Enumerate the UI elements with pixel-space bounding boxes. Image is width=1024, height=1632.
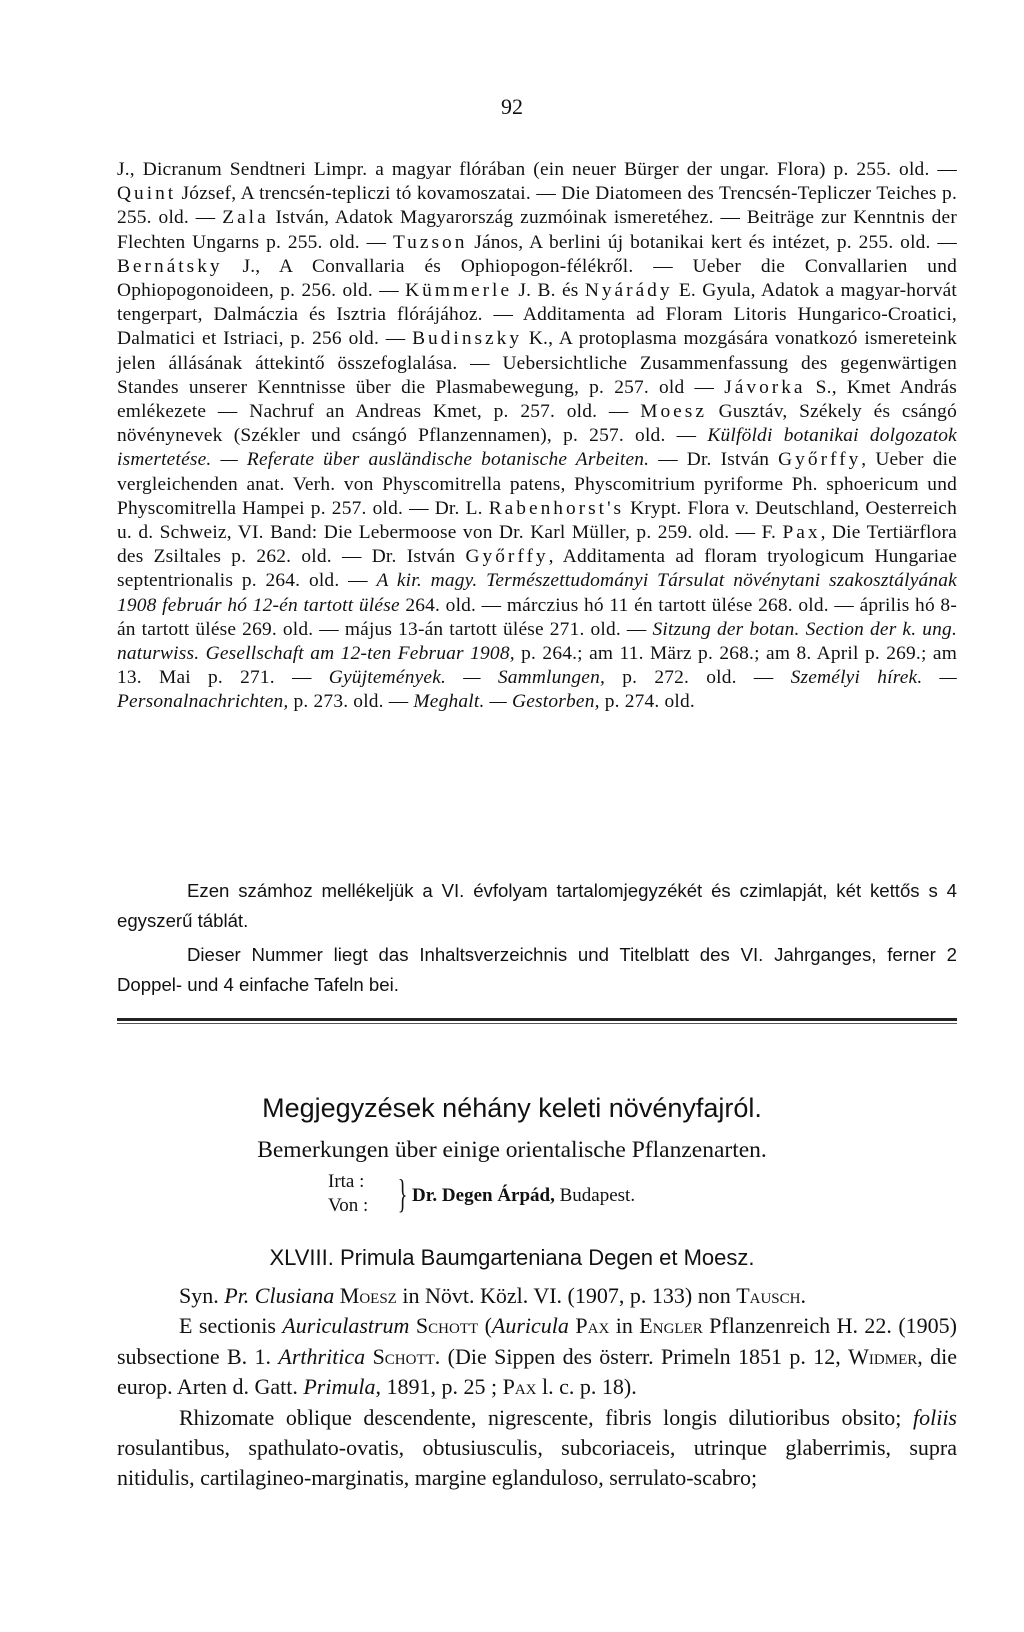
ref-author: Pax [782, 522, 821, 544]
ref-text: János, A berlini új botanikai kert és intézet, p. 255. old. — [467, 231, 957, 253]
ref-author: Tuzson [392, 231, 468, 253]
brace-icon: } [397, 1171, 408, 1216]
body-text [365, 1344, 372, 1369]
taxon-name: Auricula [491, 1313, 569, 1339]
article-title-german: Bemerkungen über einige orientalische Pflanzenarten. [257, 1137, 767, 1163]
body-text: Pflanzenreich H. 22. (1905) subsectione B. 1. [117, 1313, 957, 1369]
ref-section-title: Meghalt. — Gestorben, [413, 691, 600, 713]
ref-author: Nyárády [584, 280, 673, 302]
notice-hungarian: Ezen számhoz mellékeljük a VI. évfolyam tartalomjegyzékét és czimlapját, két kettős s 4 egyszerű táblát. [117, 880, 957, 931]
taxon-name: Auriculastrum [282, 1313, 410, 1339]
author-abbrev: Schott [415, 1313, 479, 1339]
author-labels [328, 1170, 368, 1218]
ref-author: Quint [117, 183, 177, 205]
ref-author: Kümmerle [405, 280, 513, 302]
ref-author: Bernátsky [117, 255, 223, 277]
emphasis-term: foliis [912, 1404, 957, 1430]
ref-section-title: Gyüjtemények. — Sammlungen, [328, 667, 606, 689]
ref-text: , Additamenta ad floram tryologicum Hungariae septentrionalis p. 264. old. — [117, 546, 957, 592]
author-abbrev: Pax [502, 1374, 537, 1400]
author-line [328, 1170, 788, 1230]
section-divider-thin [117, 1023, 957, 1024]
ref-section-title: Személyi hírek. — Personalnachrichten, [117, 667, 957, 713]
ref-section-title: Sitzung der botan. Section der k. ung. naturwiss. Gesellschaft am 12-ten Februar 1908, [117, 618, 958, 665]
body-text: Rhizomate oblique descendente, nigrescente, fibris longis dilutioribus obsito; [179, 1404, 913, 1430]
synonym-paragraph [117, 1281, 957, 1311]
section-paragraph [117, 1311, 957, 1402]
article-body [117, 1281, 957, 1494]
author-name [412, 1185, 635, 1207]
ref-text: József, A trencsén-tepliczi tó kovamoszatai. — Die Diatomeen des Trencsén-Tepliczer Teiches p. 255. old. — [117, 183, 957, 229]
ref-section-title: A kir. magy. Természettudományi Társulat növénytani szakosztályának 1908 február hó 12-én tartott ülése [117, 570, 957, 616]
author-abbrev: Widmer [848, 1343, 918, 1369]
ref-author: Moesz [640, 401, 707, 423]
body-text: E sectionis [179, 1313, 283, 1339]
ref-text: J. B. és [512, 280, 585, 302]
author-abbrev: Engler [639, 1313, 703, 1339]
ref-text: K., A protoplasma mozgására vonatkozó ismereteink jelen állásának áttekintő összefoglalása. — Uebersichtliche Zusammenfassung des gegenwärtigen Standes unserer Kenntnisse über die Plasmabewegung, p. 257. old — [117, 328, 957, 398]
ref-text: Krypt. Flora v. Deutschland, Oesterreich u. d. Schweiz, VI. Band: Die Lebermoose von Dr. Karl Müller, p. 259. old. — F. [117, 497, 957, 544]
ref-section-title: Külföldi botanikai dolgozatok ismertetése. — Referate über ausländische botanische Arbeiten. [117, 425, 957, 471]
ref-text: Gusztáv, Székely és csángó növénynevek (Székler und csángó Pflanzennamen), p. 257. old. — [117, 401, 957, 447]
body-text: . (Die Sippen des österr. Primeln 1851 p. 12, [434, 1343, 849, 1369]
author-place: Budapest. [554, 1185, 636, 1206]
ref-text: E. Gyula, Adatok a magyar-horvát tengerpart, Dalmáczia és Isztria flórájához. — Additamenta ad Floram Litoris Hungarico-Croatici, Dalmatici et Istriaci, p. 256 old. — [117, 280, 958, 350]
ref-text: p. 272. old. — [605, 667, 791, 689]
author-abbrev: Pax [575, 1313, 610, 1339]
body-text: ( [478, 1313, 492, 1339]
body-text: , 1891, p. 25 ; [375, 1374, 503, 1400]
author-label-hu: Irta : [328, 1171, 365, 1192]
ref-text: p. 264.; am 11. März p. 268.; am 8. April p. 269.; am 13. Mai p. 271. — [117, 643, 957, 689]
ref-author: Győrffy [778, 449, 862, 471]
taxon-name: Primula [303, 1374, 376, 1400]
ref-text: , Ueber die vergleichenden anat. Verh. von Physcomitrella patens, Physcomitrium pyriforme Ph. sphoericum und Physcomitrella Hampei p. 257. old. — Dr. L. [117, 449, 957, 519]
notice-german: Dieser Nummer liegt das Inhaltsverzeichnis und Titelblatt des VI. Jahrganges, ferner 2 Doppel- und 4 einfache Tafeln bei. [117, 944, 957, 995]
ref-author: Jávorka [724, 376, 806, 398]
ref-text: István, Adatok Magyarország zuzmóinak ismeretéhez. — Beiträge zur Kenntnis der Flechten Ungarns p. 255. old. — [117, 207, 957, 253]
page-number: 92 [501, 94, 523, 119]
ref-author: Budinszky [412, 328, 523, 350]
ref-text: S., Kmet András emlékezete — Nachruf an Andreas Kmet, p. 257. old. — [117, 376, 957, 423]
ref-text: J., A Convallaria és Ophiopogon-félékről. — Ueber die Convallarien und Ophiopogonoideen, p. 256. old. — [117, 255, 957, 302]
ref-author: Győrffy [465, 546, 549, 568]
ref-text: , Die Tertiärflora des Zsiltales p. 262. old. — Dr. István [117, 522, 957, 568]
body-text: . [800, 1283, 806, 1308]
ref-text: p. 273. old. — [288, 691, 414, 713]
author-name-text: Dr. Degen Árpád, [412, 1185, 555, 1206]
body-text: l. c. p. 18). [536, 1374, 637, 1400]
ref-text: J., Dicranum Sendtneri Limpr. a magyar flórában (ein neuer Bürger der ungar. Flora) p. 255. old. — [117, 159, 957, 180]
body-text: in Növt. Közl. VI. (1907, p. 133) non [396, 1283, 737, 1308]
section-divider [117, 1018, 957, 1021]
body-text: , die europ. Arten d. Gatt. [117, 1343, 957, 1400]
author-abbrev: Schott [372, 1343, 435, 1369]
taxon-name: Pr. Clusiana [224, 1283, 335, 1308]
author-label-de: Von : [328, 1195, 369, 1216]
author-abbrev: Tausch [736, 1283, 801, 1308]
ref-author: Zala [222, 207, 269, 229]
ref-text: — Dr. István [649, 449, 779, 471]
description-paragraph [117, 1403, 957, 1494]
body-text: Syn. [179, 1283, 225, 1308]
author-abbrev: Moesz [339, 1283, 397, 1308]
ref-text: p. 274. old. [599, 691, 695, 713]
species-heading: XLVIII. Primula Baumgarteniana Degen et Moesz. [269, 1245, 755, 1270]
taxon-name: Arthritica [278, 1343, 366, 1369]
article-title-hungarian: Megjegyzések néhány keleti növényfajról. [262, 1093, 762, 1123]
references-paragraph [117, 158, 957, 715]
ref-text: 264. old. — márczius hó 11 én tartott ülése 268. old. — április hó 8-án tartott ülése 269. old. — május 13-án tartott ülése 271. old. — [117, 594, 957, 640]
body-text: rosulantibus, spathulato-ovatis, obtusiusculis, subcoriaceis, utrinque glaberrimis, supra nitidulis, cartilagineo-marginatis, margine eglanduloso, serrulato-scabro; [117, 1435, 957, 1491]
ref-author: Rabenhorst's [488, 497, 625, 519]
body-text: in [609, 1313, 640, 1339]
